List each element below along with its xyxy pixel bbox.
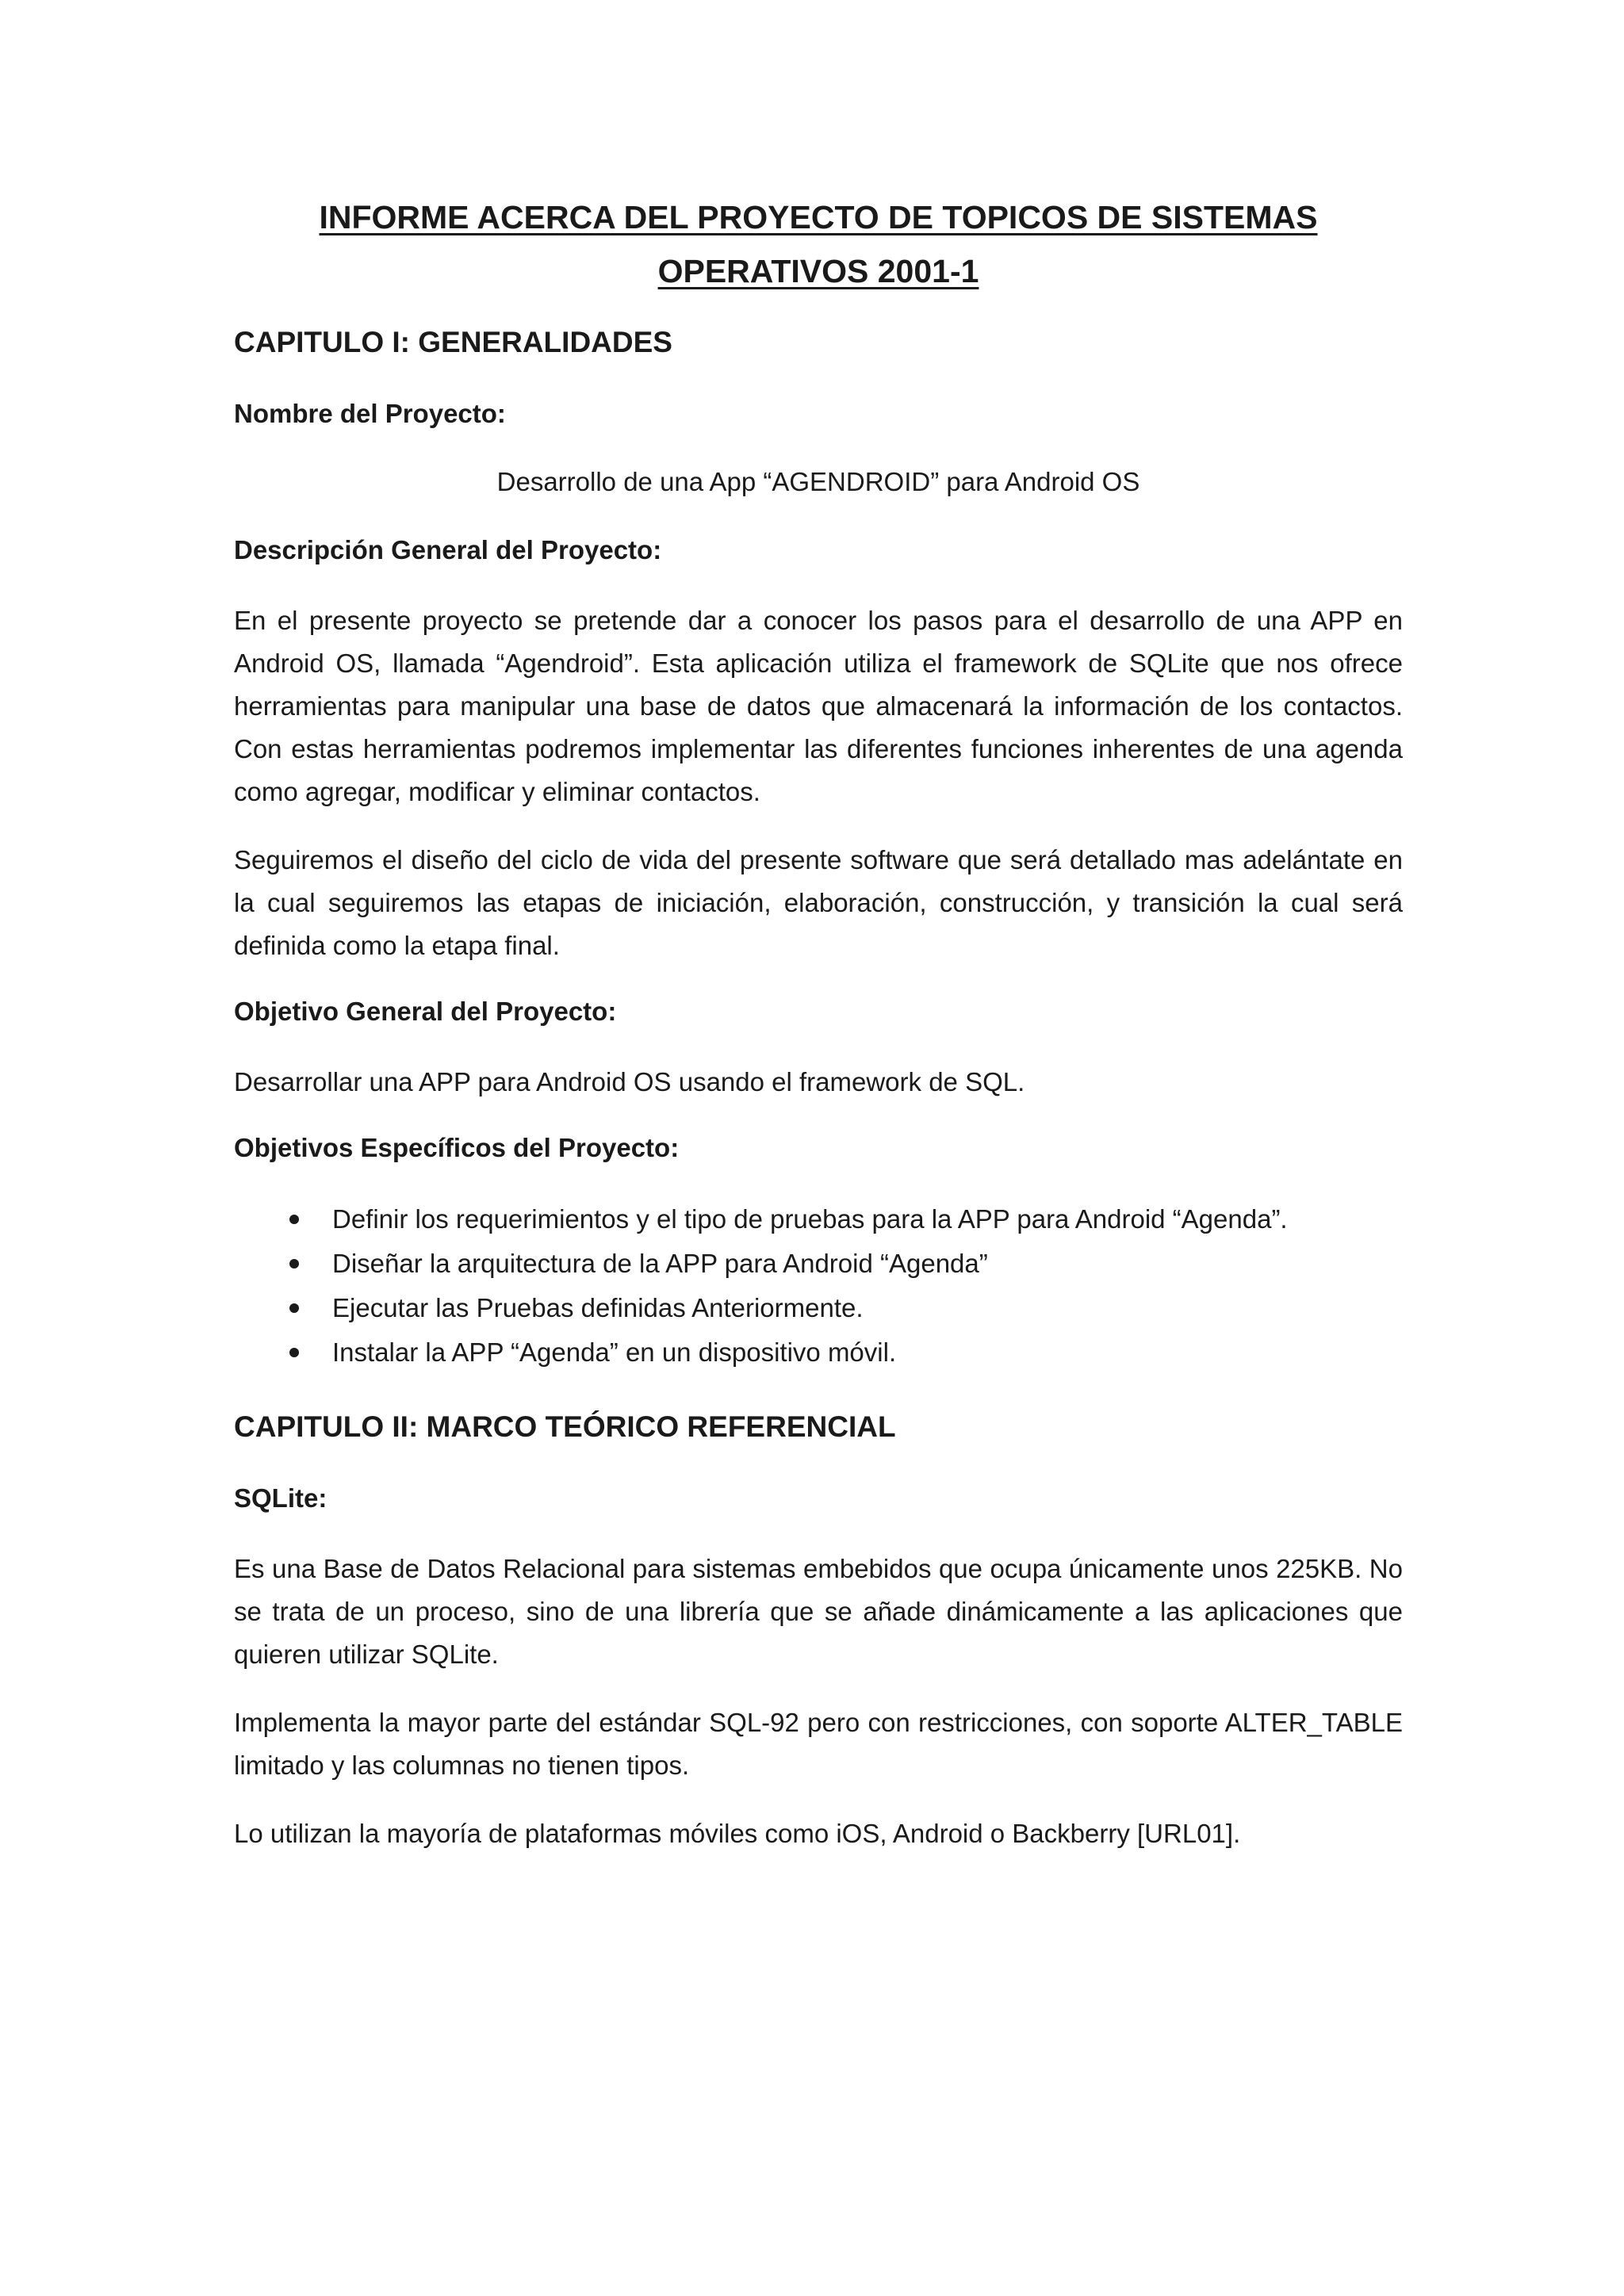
specific-objectives-label: Objetivos Específicos del Proyecto: [234, 1133, 680, 1162]
list-item [234, 1330, 1403, 1375]
list-item-text: Definir los requerimientos y el tipo de pruebas para la APP para Android “Agenda”. [332, 1204, 1288, 1234]
sqlite-paragraph-2: Implementa la mayor parte del estándar SQL-92 pero con restricciones, con soporte ALTER_TABLE limitado y las columnas no tienen tipos. [234, 1708, 1403, 1780]
list-item-text: Diseñar la arquitectura de la APP para Android “Agenda” [332, 1249, 988, 1278]
list-item-text: Ejecutar las Pruebas definidas Anteriormente. [332, 1293, 864, 1322]
document-title [234, 190, 1403, 298]
sqlite-paragraph-1: Es una Base de Datos Relacional para sistemas embebidos que ocupa únicamente unos 225KB. No se trata de un proceso, sino de una librería que se añade dinámicamente a las aplicaciones que quieren utilizar SQLite. [234, 1554, 1403, 1669]
list-item [234, 1286, 1403, 1330]
chapter-1-heading: CAPITULO I: GENERALIDADES [234, 326, 672, 358]
description-paragraph-1: En el presente proyecto se pretende dar a conocer los pasos para el desarrollo de una APP en Android OS, llamada “Agendroid”. Esta aplicación utiliza el framework de SQLite que nos ofrece herramientas para manipular una base de datos que almacenará la información de los contactos. Con estas herramientas podremos implementar las diferentes funciones inherentes de una agenda como agregar, modificar y eliminar contactos. [234, 606, 1403, 806]
chapter-2-heading: CAPITULO II: MARCO TEÓRICO REFERENCIAL [234, 1410, 896, 1443]
document-title-line-1: INFORME ACERCA DEL PROYECTO DE TOPICOS DE SISTEMAS [319, 199, 1318, 235]
general-objective-label: Objetivo General del Proyecto: [234, 997, 617, 1026]
sqlite-paragraph-3: Lo utilizan la mayoría de plataformas móviles como iOS, Android o Backberry [URL01]. [234, 1819, 1241, 1848]
general-objective-text: Desarrollar una APP para Android OS usando el framework de SQL. [234, 1067, 1025, 1096]
list-item-text: Instalar la APP “Agenda” en un dispositivo móvil. [332, 1337, 897, 1367]
document-page [234, 190, 1403, 1881]
project-name-label: Nombre del Proyecto: [234, 399, 506, 428]
description-label: Descripción General del Proyecto: [234, 535, 662, 564]
document-title-line-2: OPERATIVOS 2001-1 [657, 253, 979, 289]
list-item [234, 1242, 1403, 1286]
bullet-icon [289, 1215, 299, 1224]
project-name: Desarrollo de una App “AGENDROID” para Android OS [496, 467, 1140, 496]
description-paragraph-2: Seguiremos el diseño del ciclo de vida del presente software que será detallado mas adelántate en la cual seguiremos las etapas de iniciación, elaboración, construcción, y transición la cual será definida como la etapa final. [234, 845, 1403, 960]
list-item [234, 1197, 1403, 1242]
bullet-icon [289, 1259, 299, 1269]
sqlite-label: SQLite: [234, 1483, 327, 1513]
specific-objectives-list [234, 1197, 1403, 1375]
bullet-icon [289, 1348, 299, 1357]
bullet-icon [289, 1303, 299, 1313]
